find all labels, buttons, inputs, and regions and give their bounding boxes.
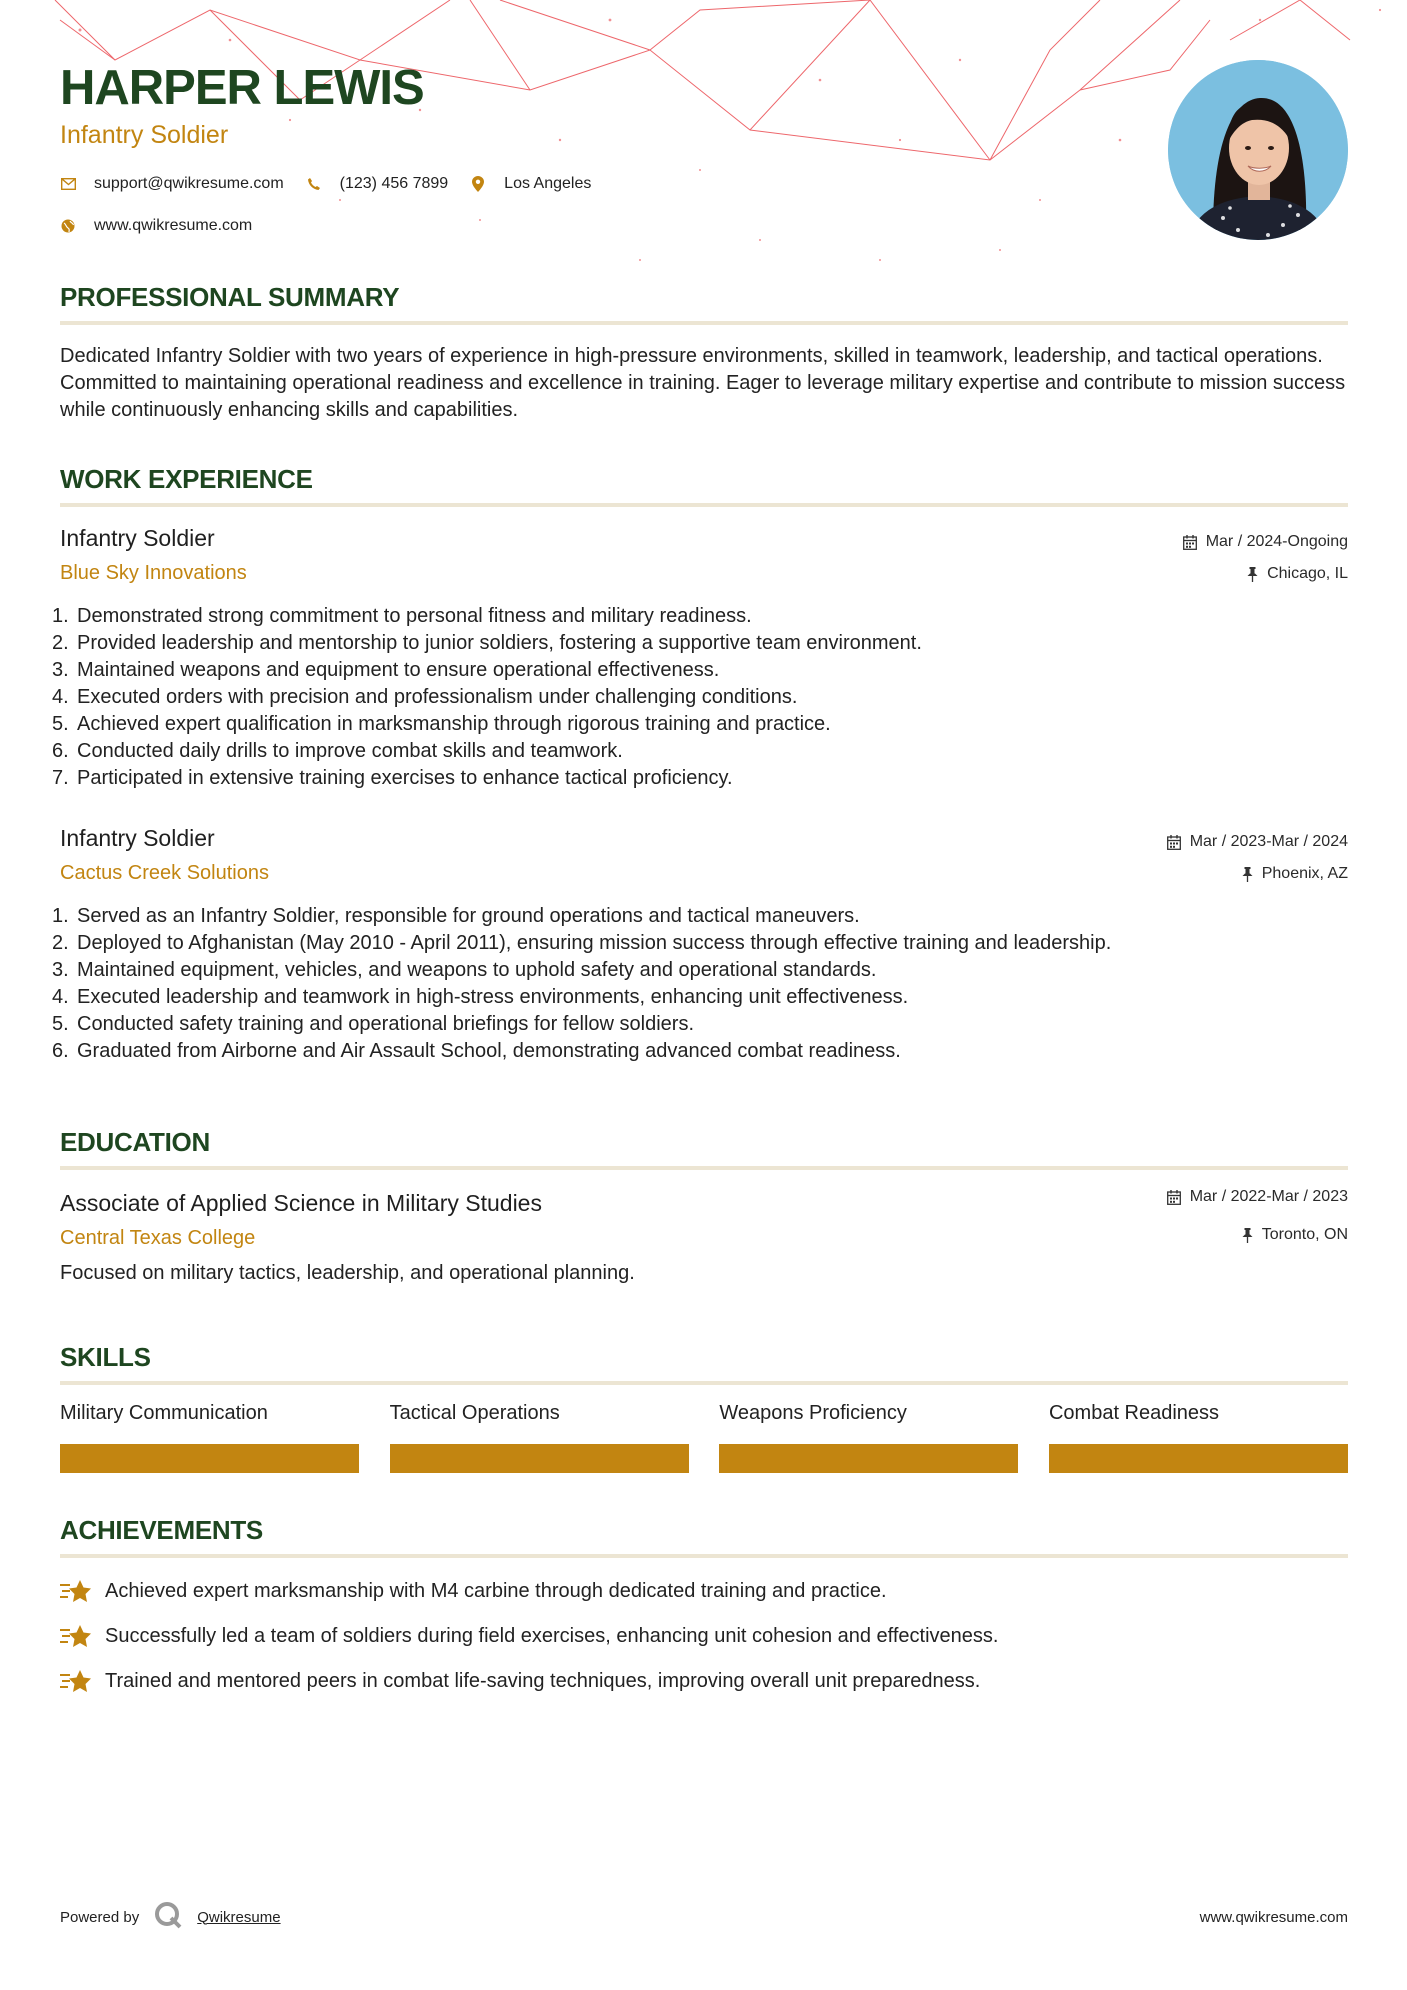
work-heading: WORK EXPERIENCE bbox=[60, 464, 313, 494]
pushpin-icon bbox=[1247, 567, 1258, 582]
website-text: www.qwikresume.com bbox=[94, 217, 253, 234]
education-description: Focused on military tactics, leadership, and operational planning. bbox=[60, 1262, 635, 1284]
achievement-item bbox=[60, 1621, 1350, 1651]
list-item: 2. Deployed to Afghanistan (May 2010 - April 2011), ensuring mission success through effective training and leadership. bbox=[52, 932, 1112, 954]
resume-header bbox=[60, 58, 1060, 150]
job-date-text: Mar / 2024-Ongoing bbox=[1205, 533, 1348, 550]
achievement-item bbox=[60, 1666, 1350, 1696]
star-medal-icon bbox=[60, 1667, 92, 1695]
job-company: Blue Sky Innovations bbox=[60, 562, 247, 584]
list-item: 3. Maintained equipment, vehicles, and weapons to uphold safety and operational standards. bbox=[52, 959, 877, 981]
profile-photo bbox=[1168, 60, 1348, 240]
location-text: Los Angeles bbox=[504, 175, 592, 192]
list-item: 5. Conducted safety training and operational briefings for fellow soldiers. bbox=[52, 1013, 695, 1035]
pushpin-icon bbox=[1242, 867, 1253, 882]
summary-text: Dedicated Infantry Soldier with two years of experience in high-pressure environments, skilled in teamwork, leadership, and tactical operations. Committed to maintaining operational readiness and excellence in training. Eager to leverage military expertise and contribute to mission success while continuously enhancing skills and capabilities. bbox=[60, 345, 1346, 421]
job-date-text: Mar / 2023-Mar / 2024 bbox=[1189, 833, 1348, 850]
calendar-icon bbox=[1167, 835, 1181, 850]
job-responsibilities bbox=[52, 603, 922, 792]
star-medal-icon bbox=[60, 1622, 92, 1650]
skill-bar bbox=[719, 1444, 1018, 1473]
qwikresume-logo-icon bbox=[153, 1900, 183, 1934]
summary-divider bbox=[60, 321, 1348, 325]
list-item: 1. Demonstrated strong commitment to personal fitness and military readiness. bbox=[52, 605, 752, 627]
skill-bar-fill bbox=[60, 1444, 359, 1473]
skill-label: Tactical Operations bbox=[389, 1402, 560, 1424]
degree-title: Associate of Applied Science in Military Studies bbox=[60, 1190, 542, 1216]
skill-bar-fill bbox=[390, 1444, 689, 1473]
education-date bbox=[1167, 1188, 1348, 1206]
job-location bbox=[1247, 565, 1348, 583]
phone-text: (123) 456 7899 bbox=[339, 175, 449, 192]
qwikresume-link[interactable]: Qwikresume bbox=[197, 1908, 281, 1926]
contact-row-primary bbox=[60, 172, 960, 196]
skill-label: Weapons Proficiency bbox=[719, 1402, 907, 1424]
achievement-text: Trained and mentored peers in combat life-saving techniques, improving overall unit preparedness. bbox=[105, 1669, 981, 1692]
phone-icon bbox=[306, 176, 322, 192]
map-pin-icon bbox=[470, 176, 486, 192]
contact-email[interactable] bbox=[60, 175, 284, 193]
calendar-icon bbox=[1167, 1190, 1181, 1205]
skill-label: Combat Readiness bbox=[1048, 1402, 1220, 1424]
skill-bar-fill bbox=[1049, 1444, 1348, 1473]
job-title: Infantry Soldier bbox=[60, 825, 215, 851]
education-location-text: Toronto, ON bbox=[1261, 1226, 1348, 1243]
list-item: 2. Provided leadership and mentorship to junior soldiers, fostering a supportive team environment. bbox=[52, 632, 922, 654]
globe-icon bbox=[60, 218, 76, 234]
skills-list bbox=[60, 1402, 1348, 1473]
achievement-text: Achieved expert marksmanship with M4 carbine through dedicated training and practice. bbox=[105, 1579, 887, 1602]
list-item: 6. Graduated from Airborne and Air Assault School, demonstrating advanced combat readiness. bbox=[52, 1040, 901, 1062]
education-heading: EDUCATION bbox=[60, 1127, 210, 1157]
skill-bar bbox=[60, 1444, 359, 1473]
skill-bar-fill bbox=[719, 1444, 1018, 1473]
education-divider bbox=[60, 1166, 1348, 1170]
contact-info bbox=[60, 172, 960, 238]
page-footer bbox=[60, 1900, 1348, 1934]
list-item: 1. Served as an Infantry Soldier, responsible for ground operations and tactical maneuvers. bbox=[52, 905, 860, 927]
candidate-name: HARPER LEWIS bbox=[60, 61, 424, 115]
job-date bbox=[1167, 833, 1348, 851]
calendar-icon bbox=[1183, 535, 1197, 550]
skill-item bbox=[1049, 1402, 1348, 1473]
list-item: 5. Achieved expert qualification in marksmanship through rigorous training and practice. bbox=[52, 713, 831, 735]
skills-divider bbox=[60, 1381, 1348, 1385]
list-item: 7. Participated in extensive training exercises to enhance tactical proficiency. bbox=[52, 767, 733, 789]
skill-item bbox=[390, 1402, 689, 1473]
list-item: 3. Maintained weapons and equipment to ensure operational effectiveness. bbox=[52, 659, 720, 681]
contact-phone[interactable] bbox=[306, 175, 449, 193]
job-location-text: Chicago, IL bbox=[1267, 565, 1348, 582]
contact-location bbox=[470, 175, 591, 193]
skill-bar bbox=[1049, 1444, 1348, 1473]
job-title: Infantry Soldier bbox=[60, 525, 215, 551]
skill-item bbox=[719, 1402, 1018, 1473]
skill-item bbox=[60, 1402, 359, 1473]
achievement-text: Successfully led a team of soldiers during field exercises, enhancing unit cohesion and effectiveness. bbox=[105, 1624, 999, 1647]
candidate-role: Infantry Soldier bbox=[60, 121, 229, 149]
email-text: support@qwikresume.com bbox=[94, 175, 284, 192]
footer-website[interactable]: www.qwikresume.com bbox=[1199, 1908, 1348, 1926]
job-responsibilities bbox=[52, 903, 1111, 1065]
education-location bbox=[1242, 1226, 1348, 1244]
achievement-item bbox=[60, 1576, 1350, 1606]
contact-row-secondary bbox=[60, 214, 960, 238]
powered-by-label: Powered by bbox=[60, 1908, 140, 1926]
envelope-icon bbox=[60, 176, 76, 192]
summary-heading: PROFESSIONAL SUMMARY bbox=[60, 282, 400, 312]
list-item: 6. Conducted daily drills to improve combat skills and teamwork. bbox=[52, 740, 623, 762]
job-company: Cactus Creek Solutions bbox=[60, 862, 269, 884]
job-location bbox=[1242, 865, 1348, 883]
job-date bbox=[1183, 533, 1348, 551]
list-item: 4. Executed orders with precision and professionalism under challenging conditions. bbox=[52, 686, 798, 708]
skills-heading: SKILLS bbox=[60, 1342, 151, 1372]
skill-label: Military Communication bbox=[60, 1402, 268, 1424]
achievements-divider bbox=[60, 1554, 1348, 1558]
job-location-text: Phoenix, AZ bbox=[1261, 865, 1348, 882]
star-medal-icon bbox=[60, 1577, 92, 1605]
skill-bar bbox=[390, 1444, 689, 1473]
work-divider bbox=[60, 503, 1348, 507]
list-item: 4. Executed leadership and teamwork in high-stress environments, enhancing unit effectiveness. bbox=[52, 986, 909, 1008]
achievements-heading: ACHIEVEMENTS bbox=[60, 1515, 263, 1545]
education-date-text: Mar / 2022-Mar / 2023 bbox=[1189, 1188, 1348, 1205]
school-name: Central Texas College bbox=[60, 1227, 256, 1249]
powered-by bbox=[60, 1900, 281, 1934]
contact-website[interactable] bbox=[60, 217, 252, 235]
pushpin-icon bbox=[1242, 1228, 1253, 1243]
achievements-list bbox=[60, 1576, 1350, 1711]
